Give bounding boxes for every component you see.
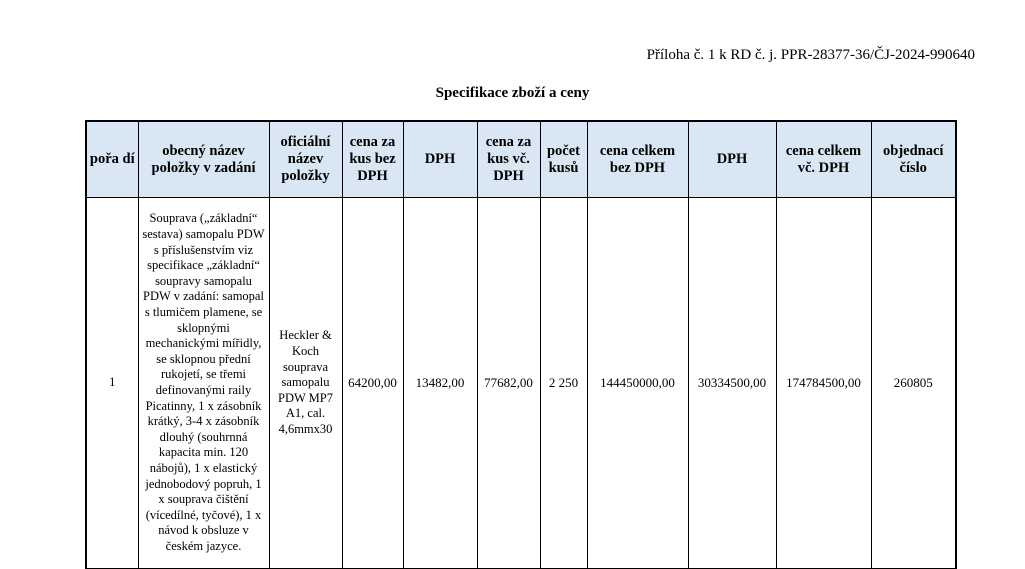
header-total-excl-vat: cena celkem bez DPH — [587, 121, 688, 198]
header-order: pořa dí — [86, 121, 138, 198]
header-unit-price-incl-vat: cena za kus vč. DPH — [477, 121, 540, 198]
cell-order-number: 260805 — [871, 198, 956, 569]
table-header-row — [86, 121, 956, 198]
cell-total-incl-vat: 174784500,00 — [776, 198, 871, 569]
header-unit-price-excl-vat: cena za kus bez DPH — [342, 121, 403, 198]
document-title: Specifikace zboží a ceny — [435, 85, 590, 101]
cell-official-name: Heckler & Koch souprava samopalu PDW MP7 A1, cal. 4,6mmx30 — [269, 198, 342, 569]
header-total-vat: DPH — [688, 121, 776, 198]
cell-order: 1 — [86, 198, 138, 569]
specification-table — [85, 120, 957, 569]
cell-quantity: 2 250 — [540, 198, 587, 569]
cell-total-excl-vat: 144450000,00 — [587, 198, 688, 569]
cell-generic-name: Souprava („základní“ sestava) samopalu PDW s příslušenstvím viz specifikace „základní“ soupravy samopalu PDW v zadání: samopal s tlumičem plamene, se sklopnými mechanickými mířidly, se sklopnou přední rukojetí, se třemi definovanými raily Picatinny, 1 x zásobník krátký, 3-4 x zásobník dlouhý (souhrnná kapacita min. 120 nábojů), 1 x elastický jednobodový popruh, 1 x souprava čištění (vícedílné, tyčové), 1 x návod k obsluze v českém jazyce. — [138, 198, 269, 569]
header-total-incl-vat: cena celkem vč. DPH — [776, 121, 871, 198]
header-order-number: objednací číslo — [871, 121, 956, 198]
header-quantity: počet kusů — [540, 121, 587, 198]
cell-unit-price-excl-vat: 64200,00 — [342, 198, 403, 569]
header-unit-vat: DPH — [403, 121, 477, 198]
document-reference: Příloha č. 1 k RD č. j. PPR-28377-36/ČJ-2024-990640 — [646, 47, 975, 63]
header-official-name: oficiální název položky — [269, 121, 342, 198]
header-generic-name: obecný název položky v zadání — [138, 121, 269, 198]
cell-unit-price-incl-vat: 77682,00 — [477, 198, 540, 569]
table-row — [86, 198, 956, 569]
cell-unit-vat: 13482,00 — [403, 198, 477, 569]
cell-total-vat: 30334500,00 — [688, 198, 776, 569]
